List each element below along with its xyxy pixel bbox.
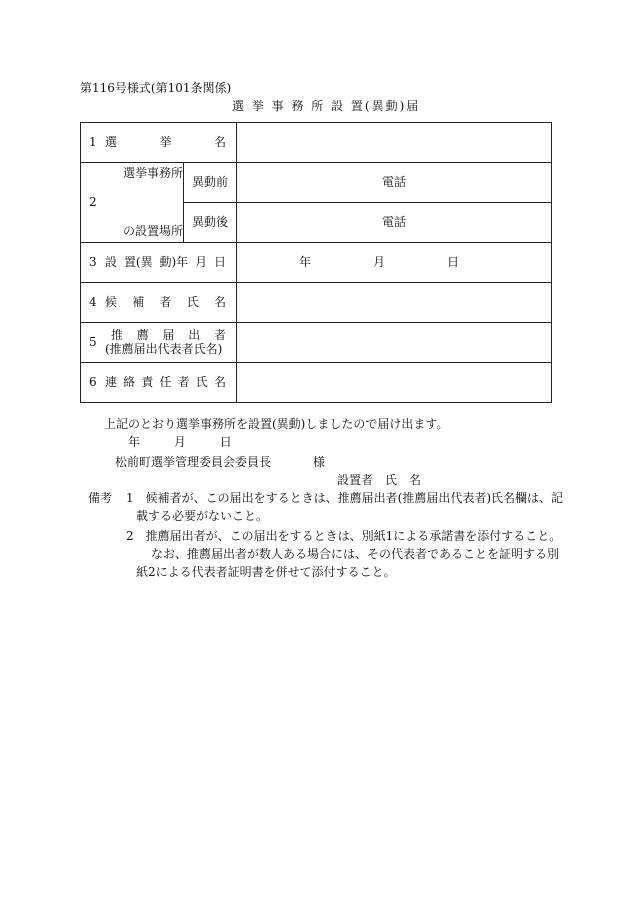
election-name-label: 選 挙 名 (105, 134, 227, 149)
office-location-label-line2: の設置場所 (123, 223, 184, 238)
honorific: 様 (313, 455, 326, 469)
row-number: 2 (89, 194, 97, 209)
office-location-before-row (81, 163, 552, 203)
candidate-name-field[interactable] (237, 283, 552, 323)
month-label: 月 (173, 435, 186, 449)
setup-date-label: 設 置(異 動)年 月 日 (105, 254, 226, 269)
row-number: 5 (89, 334, 97, 349)
day-label: 日 (446, 254, 459, 269)
after-change-field[interactable] (237, 203, 552, 243)
election-name-row (81, 123, 552, 163)
recommender-row (81, 323, 552, 363)
after-change-label: 異動後 (184, 203, 237, 243)
statement-text: 上記のとおり選挙事務所を設置(異動)しましたので届け出ます。 (104, 417, 449, 431)
row-number: 4 (89, 294, 97, 309)
year-label: 年 (299, 254, 312, 269)
note-1-line-2: 載する必要がないこと。 (136, 509, 269, 523)
document-title: 選 挙 事 務 所 設 置(異動)届 (232, 99, 421, 113)
before-change-field[interactable] (237, 163, 552, 203)
recommender-field[interactable] (237, 323, 552, 363)
election-name-field[interactable] (237, 123, 552, 163)
notification-form-table (80, 122, 552, 403)
addressee: 松前町選挙管理委員会委員長 (115, 455, 272, 469)
contact-person-row (81, 363, 552, 403)
before-change-label: 異動前 (184, 163, 237, 203)
contact-person-field[interactable] (237, 363, 552, 403)
day-label: 日 (219, 435, 232, 449)
office-location-label-line1: 選挙事務所 (123, 165, 184, 180)
year-label: 年 (128, 435, 141, 449)
recommender-label: 推 薦 届 出 者 (111, 327, 227, 342)
setup-date-row (81, 243, 552, 283)
candidate-name-row (81, 283, 552, 323)
month-label: 月 (373, 254, 386, 269)
row-number: 1 (89, 134, 97, 149)
phone-label: 電話 (382, 174, 407, 189)
row-number: 3 (89, 254, 97, 269)
submission-date (128, 436, 232, 448)
note-2-line-1: 2 推薦届出者が、この届出をするときは、別紙1による承諾書を添付すること。 (126, 529, 562, 543)
note-2-line-3: 紙2による代表者証明書を併せて添付すること。 (136, 565, 396, 579)
note-2-line-2: なお、推薦届出者が数人ある場合には、その代表者であることを証明する別 (151, 547, 560, 561)
form-number: 第116号様式(第101条関係) (80, 81, 232, 95)
row-number: 6 (89, 374, 97, 389)
setup-date-field[interactable] (237, 243, 552, 283)
setter-name-label: 設置者 氏 名 (337, 473, 422, 487)
notes-label: 備考 (88, 491, 113, 505)
candidate-name-label: 候 補 者 氏 名 (105, 294, 227, 309)
contact-person-label: 連 絡 責 任 者 氏 名 (105, 374, 226, 389)
phone-label: 電話 (382, 214, 407, 229)
note-1-line-1: 1 候補者が、この届出をするときは、推薦届出者(推薦届出代表者)氏名欄は、記 (126, 491, 564, 505)
recommender-sub-label: (推薦届出代表者氏名) (105, 341, 223, 356)
